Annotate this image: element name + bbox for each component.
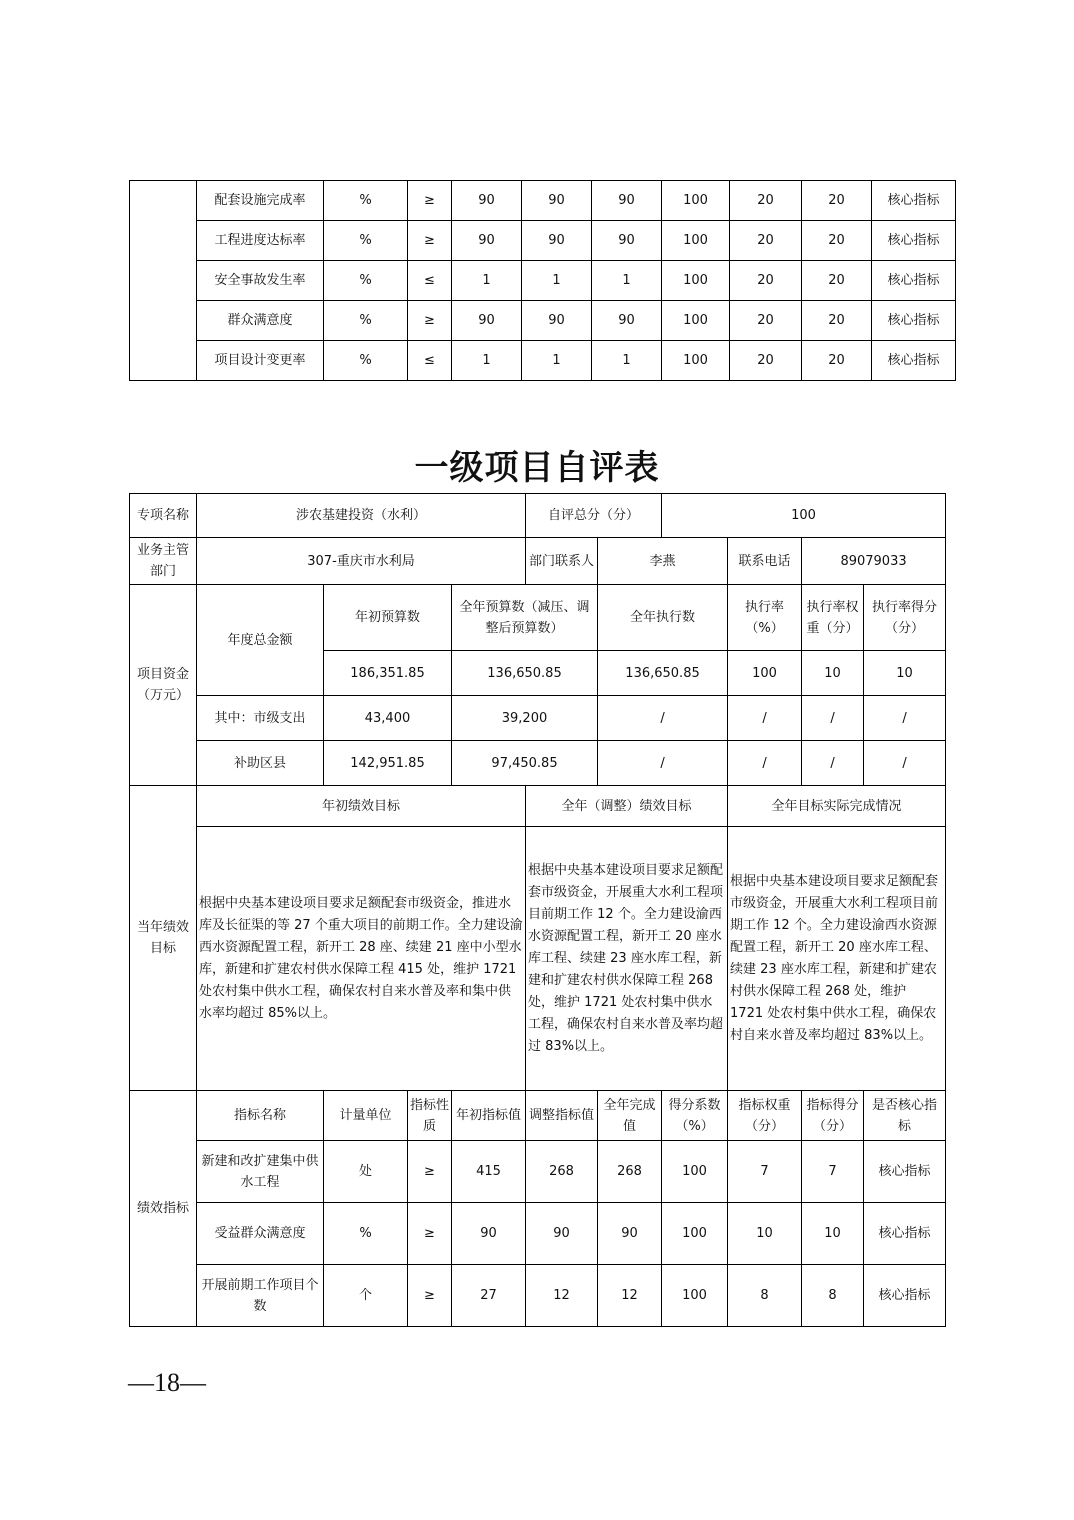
indicator-unit: %: [324, 1203, 408, 1265]
indicator-completed-value: 90: [598, 1203, 662, 1265]
table-row: [130, 261, 956, 301]
table-row: [130, 1091, 946, 1141]
indicator-core-flag: 核心指标: [872, 221, 956, 261]
table-row: [130, 1265, 946, 1327]
indicator-unit: 个: [324, 1265, 408, 1327]
total-initial-budget: 186,351.85: [324, 651, 452, 696]
indicator-unit: %: [324, 341, 408, 381]
actual-completion-text: 根据中央基本建设项目要求足额配套市级资金，开展重大水利工程项目前期工作 12 个。全力建设渝西水资源配置工程，新开工 20 座水库工程、续建 23 座水库工程，新建和扩建农村供水保障工程 268 处，维护 1721 处农村集中供水工程，确保农村自来水普及率均超过 83%以上。: [728, 827, 946, 1091]
self-score-value: 100: [662, 494, 946, 538]
col-full-year-execution: 全年执行数: [598, 585, 728, 651]
city-execution-score: /: [864, 696, 946, 741]
table-row: [130, 585, 946, 651]
col-initial-goal: 年初绩效目标: [197, 786, 526, 827]
indicator-operator: ≥: [408, 1203, 452, 1265]
indicator-weight: 10: [728, 1203, 802, 1265]
indicator-score-coefficient: 100: [662, 1265, 728, 1327]
indicator-unit: %: [324, 221, 408, 261]
county-initial-budget: 142,951.85: [324, 741, 452, 786]
adjusted-goal-text: 根据中央基本建设项目要求足额配套市级资金，开展重大水利工程项目前期工作 12 个。全力建设渝西水资源配置工程，新开工 20 座水库工程、续建 23 座水库工程，新建和扩建农村供水保障工程 268 处，维护 1721 处农村集中供水工程，确保农村自来水普及率均超过 83%以上。: [526, 827, 728, 1091]
total-execution-weight: 10: [802, 651, 864, 696]
county-execution: /: [598, 741, 728, 786]
indicator-score: 20: [802, 221, 872, 261]
col-execution-weight: 执行率权重（分）: [802, 585, 864, 651]
indicator-operator: ≥: [408, 181, 452, 221]
total-execution: 136,650.85: [598, 651, 728, 696]
table-row: [130, 786, 946, 827]
indicator-continuation-table: [129, 180, 956, 381]
indicator-operator: ≤: [408, 261, 452, 301]
page-number: —18—: [128, 1368, 206, 1397]
department-value: 307-重庆市水利局: [197, 538, 526, 585]
indicator-weight: 20: [730, 341, 802, 381]
indicator-initial-value: 90: [452, 301, 522, 341]
table-row: [130, 181, 956, 221]
table-row: [130, 827, 946, 1091]
indicator-initial-value: 90: [452, 1203, 526, 1265]
indicator-score: 7: [802, 1141, 864, 1203]
col-nature: 指标性质: [408, 1091, 452, 1141]
city-expense-label: 其中：市级支出: [197, 696, 324, 741]
indicator-adjusted-value: 268: [526, 1141, 598, 1203]
indicator-name: 工程进度达标率: [197, 221, 324, 261]
county-execution-weight: /: [802, 741, 864, 786]
indicator-core-flag: 核心指标: [872, 301, 956, 341]
indicator-initial-value: 90: [452, 181, 522, 221]
contact-value: 李燕: [598, 538, 728, 585]
col-execution-rate: 执行率（%）: [728, 585, 802, 651]
indicator-operator: ≥: [408, 301, 452, 341]
indicator-score-coefficient: 100: [662, 261, 730, 301]
indicator-name: 安全事故发生率: [197, 261, 324, 301]
phone-label: 联系电话: [728, 538, 802, 585]
indicator-name: 开展前期工作项目个数: [197, 1265, 324, 1327]
indicator-initial-value: 1: [452, 261, 522, 301]
indicator-operator: ≥: [408, 221, 452, 261]
indicator-core-flag: 核心指标: [872, 261, 956, 301]
col-actual-completion: 全年目标实际完成情况: [728, 786, 946, 827]
section-label-empty: [130, 181, 197, 381]
indicator-initial-value: 415: [452, 1141, 526, 1203]
goals-section-label: 当年绩效目标: [130, 786, 197, 1091]
phone-value: 89079033: [802, 538, 946, 585]
indicator-unit: %: [324, 181, 408, 221]
total-execution-score: 10: [864, 651, 946, 696]
indicator-weight: 7: [728, 1141, 802, 1203]
table-row: [130, 1141, 946, 1203]
indicator-adjusted-value: 1: [522, 261, 592, 301]
indicator-operator: ≥: [408, 1265, 452, 1327]
indicators-section-label: 绩效指标: [130, 1091, 197, 1327]
indicator-completed-value: 1: [592, 341, 662, 381]
indicator-score-coefficient: 100: [662, 301, 730, 341]
indicator-initial-value: 27: [452, 1265, 526, 1327]
county-full-year-budget: 97,450.85: [452, 741, 598, 786]
indicator-score-coefficient: 100: [662, 221, 730, 261]
table-row: [130, 221, 956, 261]
indicator-completed-value: 1: [592, 261, 662, 301]
col-indicator-name: 指标名称: [197, 1091, 324, 1141]
col-execution-score: 执行率得分（分）: [864, 585, 946, 651]
indicator-score-coefficient: 100: [662, 341, 730, 381]
indicator-core-flag: 核心指标: [864, 1203, 946, 1265]
indicator-score: 20: [802, 341, 872, 381]
indicator-core-flag: 核心指标: [872, 181, 956, 221]
indicator-score-coefficient: 100: [662, 181, 730, 221]
indicator-initial-value: 1: [452, 341, 522, 381]
indicator-completed-value: 268: [598, 1141, 662, 1203]
col-weight: 指标权重（分）: [728, 1091, 802, 1141]
table-row: [130, 494, 946, 538]
total-execution-rate: 100: [728, 651, 802, 696]
col-score: 指标得分（分）: [802, 1091, 864, 1141]
contact-label: 部门联系人: [526, 538, 598, 585]
indicator-name: 项目设计变更率: [197, 341, 324, 381]
county-subsidy-label: 补助区县: [197, 741, 324, 786]
department-label: 业务主管部门: [130, 538, 197, 585]
indicator-unit: %: [324, 261, 408, 301]
page-title: 一级项目自评表: [414, 448, 660, 488]
indicator-completed-value: 90: [592, 181, 662, 221]
city-initial-budget: 43,400: [324, 696, 452, 741]
county-execution-rate: /: [728, 741, 802, 786]
city-execution: /: [598, 696, 728, 741]
indicator-score-coefficient: 100: [662, 1203, 728, 1265]
col-full-year-budget: 全年预算数（减压、调整后预算数）: [452, 585, 598, 651]
table-row: [130, 538, 946, 585]
indicator-weight: 20: [730, 221, 802, 261]
indicator-score: 20: [802, 301, 872, 341]
indicator-adjusted-value: 90: [522, 301, 592, 341]
indicator-score: 20: [802, 181, 872, 221]
indicator-core-flag: 核心指标: [864, 1265, 946, 1327]
project-name-label: 专项名称: [130, 494, 197, 538]
table-row: [130, 301, 956, 341]
indicator-adjusted-value: 90: [522, 221, 592, 261]
funds-section-label: 项目资金（万元）: [130, 585, 197, 786]
indicator-score: 20: [802, 261, 872, 301]
indicator-completed-value: 90: [592, 301, 662, 341]
indicator-adjusted-value: 90: [526, 1203, 598, 1265]
col-adjusted-goal: 全年（调整）绩效目标: [526, 786, 728, 827]
indicator-core-flag: 核心指标: [872, 341, 956, 381]
col-core-flag: 是否核心指标: [864, 1091, 946, 1141]
table-row: [130, 1203, 946, 1265]
col-completed-value: 全年完成值: [598, 1091, 662, 1141]
indicator-unit: 处: [324, 1141, 408, 1203]
indicator-score: 10: [802, 1203, 864, 1265]
total-full-year-budget: 136,650.85: [452, 651, 598, 696]
self-score-label: 自评总分（分）: [526, 494, 662, 538]
table-row: [130, 696, 946, 741]
indicator-weight: 20: [730, 301, 802, 341]
indicator-score-coefficient: 100: [662, 1141, 728, 1203]
annual-total-label: 年度总金额: [197, 585, 324, 696]
indicator-completed-value: 90: [592, 221, 662, 261]
initial-goal-text: 根据中央基本建设项目要求足额配套市级资金，推进水库及长征渠的等 27 个重大项目的前期工作。全力建设渝西水资源配置工程，新开工 28 座、续建 21 座中小型水库，新建和扩建农村供水保障工程 415 处，维护 1721 处农村集中供水工程，确保农村自来水普及率和集中供水率均超过 85%以上。: [197, 827, 526, 1091]
indicator-name: 受益群众满意度: [197, 1203, 324, 1265]
self-evaluation-table: [129, 493, 946, 1327]
table-row: [130, 341, 956, 381]
project-name-value: 涉农基建投资（水利）: [197, 494, 526, 538]
indicator-name: 新建和改扩建集中供水工程: [197, 1141, 324, 1203]
table-row: [130, 741, 946, 786]
indicator-name: 群众满意度: [197, 301, 324, 341]
indicator-weight: 20: [730, 181, 802, 221]
indicator-weight: 20: [730, 261, 802, 301]
city-execution-weight: /: [802, 696, 864, 741]
col-initial-value: 年初指标值: [452, 1091, 526, 1141]
col-initial-budget: 年初预算数: [324, 585, 452, 651]
city-full-year-budget: 39,200: [452, 696, 598, 741]
indicator-score: 8: [802, 1265, 864, 1327]
indicator-operator: ≤: [408, 341, 452, 381]
col-adjusted-value: 调整指标值: [526, 1091, 598, 1141]
indicator-weight: 8: [728, 1265, 802, 1327]
indicator-initial-value: 90: [452, 221, 522, 261]
col-unit: 计量单位: [324, 1091, 408, 1141]
county-execution-score: /: [864, 741, 946, 786]
indicator-adjusted-value: 1: [522, 341, 592, 381]
indicator-completed-value: 12: [598, 1265, 662, 1327]
city-execution-rate: /: [728, 696, 802, 741]
indicator-adjusted-value: 90: [522, 181, 592, 221]
indicator-adjusted-value: 12: [526, 1265, 598, 1327]
col-score-coefficient: 得分系数（%）: [662, 1091, 728, 1141]
indicator-operator: ≥: [408, 1141, 452, 1203]
indicator-core-flag: 核心指标: [864, 1141, 946, 1203]
indicator-unit: %: [324, 301, 408, 341]
indicator-name: 配套设施完成率: [197, 181, 324, 221]
